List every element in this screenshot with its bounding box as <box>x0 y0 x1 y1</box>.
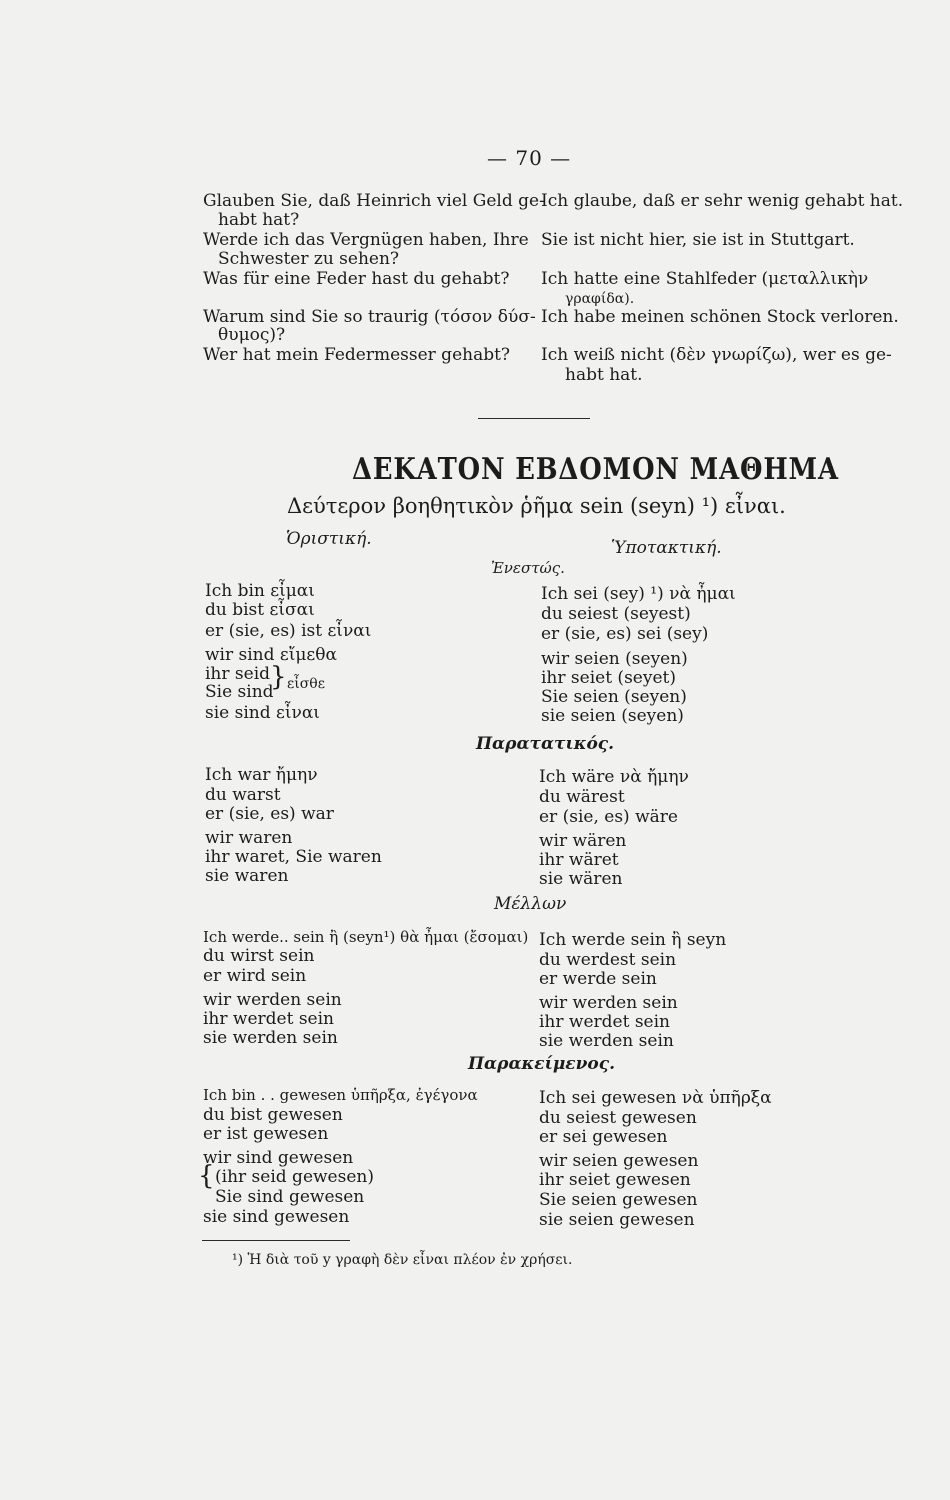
section-divider <box>478 418 590 419</box>
brace-symbol: { <box>198 1161 215 1191</box>
conjugation-line: ihr seiet gewesen <box>539 1170 691 1190</box>
conjugation-line: wir werden sein <box>203 990 342 1010</box>
page-number: — 70 — <box>487 146 572 170</box>
lesson-heading: ΔΕΚΑΤΟΝ ΕΒΔΟΜΟΝ ΜΑΘΗΜΑ <box>352 452 839 487</box>
conjugation-line: er (sie, es) ist εἶναι <box>205 621 372 641</box>
conjugation-line: Ich war ἤμην <box>205 765 318 785</box>
conjugation-line: er ist gewesen <box>203 1124 329 1144</box>
question-line: Warum sind Sie so traurig (τόσον δύσ- <box>203 307 536 327</box>
conjugation-line: sie seien gewesen <box>539 1210 695 1230</box>
conjugation-line: (ihr seid gewesen) <box>215 1167 374 1187</box>
conjugation-line: sie werden sein <box>203 1028 338 1048</box>
answer-line: habt hat. <box>565 365 643 385</box>
tense-perfect: Παρακείμενος. <box>468 1054 616 1074</box>
conjugation-line: Ich sei (sey) ¹) νὰ ἦμαι <box>541 584 736 604</box>
conjugation-line: Sie sind gewesen <box>215 1187 365 1207</box>
conjugation-line: du seiest gewesen <box>539 1108 697 1128</box>
conjugation-line: Sie seien (seyen) <box>541 687 687 707</box>
conjugation-line: Ich werde sein ἢ seyn <box>539 930 727 950</box>
conjugation-line: er (sie, es) sei (sey) <box>541 624 709 644</box>
conjugation-line: sie werden sein <box>539 1031 674 1051</box>
conjugation-line: Sie seien gewesen <box>539 1190 698 1210</box>
question-line: Glauben Sie, daß Heinrich viel Geld ge- <box>203 191 545 211</box>
conjugation-line: Ich wäre νὰ ἤμην <box>539 767 689 787</box>
question-line: Wer hat mein Federmesser gehabt? <box>203 345 511 365</box>
conjugation-line: ihr seiet (seyet) <box>541 668 676 688</box>
conjugation-line: sie sind εἶναι <box>205 703 320 723</box>
conjugation-line: du bist εἶσαι <box>205 600 315 620</box>
mood-subjunctive: Ὑποτακτική. <box>611 538 722 558</box>
conjugation-line: er sei gewesen <box>539 1127 668 1147</box>
tense-present: Ἐνεστώς. <box>491 559 565 577</box>
question-line: θυμος)? <box>218 325 286 345</box>
conjugation-line: er (sie, es) war <box>205 804 334 824</box>
question-line: Werde ich das Vergnügen haben, Ihre <box>203 230 529 250</box>
answer-line: Sie ist nicht hier, sie ist in Stuttgart. <box>541 230 855 250</box>
mood-indicative: Ὁριστική. <box>286 529 372 549</box>
conjugation-line: er wird sein <box>203 966 307 986</box>
conjugation-line: wir werden sein <box>539 993 678 1013</box>
brace-gloss: εἶσθε <box>287 676 325 692</box>
conjugation-line: ihr seid <box>205 664 271 684</box>
conjugation-line: du bist gewesen <box>203 1105 343 1125</box>
conjugation-line: wir sind εἴμεθα <box>205 645 337 665</box>
conjugation-line: wir waren <box>205 828 293 848</box>
conjugation-line: sie sind gewesen <box>203 1207 350 1227</box>
answer-line: Ich habe meinen schönen Stock verloren. <box>541 307 899 327</box>
conjugation-line: du wärest <box>539 787 625 807</box>
conjugation-line: sie wären <box>539 869 623 889</box>
brace-symbol: } <box>270 662 287 692</box>
answer-line: Ich weiß nicht (δὲν γνωρίζω), wer es ge- <box>541 345 892 365</box>
conjugation-line: du warst <box>205 785 281 805</box>
conjugation-line: wir seien (seyen) <box>541 649 688 669</box>
conjugation-line: er (sie, es) wäre <box>539 807 678 827</box>
answer-line: γραφίδα). <box>565 291 635 307</box>
conjugation-line: du werdest sein <box>539 950 677 970</box>
conjugation-line: ihr waret, Sie waren <box>205 847 382 867</box>
conjugation-line: Sie sind <box>205 682 274 702</box>
conjugation-line: Ich bin . . gewesen ὑπῆρξα, ἐγέγονα <box>203 1086 478 1104</box>
conjugation-line: wir seien gewesen <box>539 1151 699 1171</box>
conjugation-line: ihr werdet sein <box>203 1009 335 1029</box>
lesson-subheading: Δεύτερον βοηθητικὸν ῥῆμα sein (seyn) ¹) εἶναι. <box>287 494 786 518</box>
footnote-rule <box>202 1240 350 1241</box>
footnote: ¹) Ἡ διὰ τοῦ y γραφὴ δὲν εἶναι πλέον ἐν χρήσει. <box>232 1252 573 1268</box>
conjugation-line: sie seien (seyen) <box>541 706 684 726</box>
conjugation-line: Ich sei gewesen νὰ ὑπῆρξα <box>539 1088 772 1108</box>
tense-imperfect: Παρατατικός. <box>476 734 615 754</box>
conjugation-line: ihr wäret <box>539 850 619 870</box>
conjugation-line: du seiest (seyest) <box>541 604 691 624</box>
conjugation-line: er werde sein <box>539 969 657 989</box>
question-line: Was für eine Feder hast du gehabt? <box>203 269 510 289</box>
conjugation-line: wir wären <box>539 831 627 851</box>
tense-future: Μέλλων <box>494 894 567 914</box>
question-line: habt hat? <box>218 210 300 230</box>
conjugation-line: Ich werde.. sein ἢ (seyn¹) θὰ ἦμαι (ἔσομαι) <box>203 928 529 946</box>
conjugation-line: Ich bin εἶμαι <box>205 581 315 601</box>
question-line: Schwester zu sehen? <box>218 249 400 269</box>
conjugation-line: du wirst sein <box>203 946 315 966</box>
answer-line: Ich glaube, daß er sehr wenig gehabt hat. <box>541 191 904 211</box>
conjugation-line: wir sind gewesen <box>203 1148 354 1168</box>
conjugation-line: ihr werdet sein <box>539 1012 671 1032</box>
answer-line: Ich hatte eine Stahlfeder (μεταλλικὴν <box>541 269 869 289</box>
conjugation-line: sie waren <box>205 866 289 886</box>
